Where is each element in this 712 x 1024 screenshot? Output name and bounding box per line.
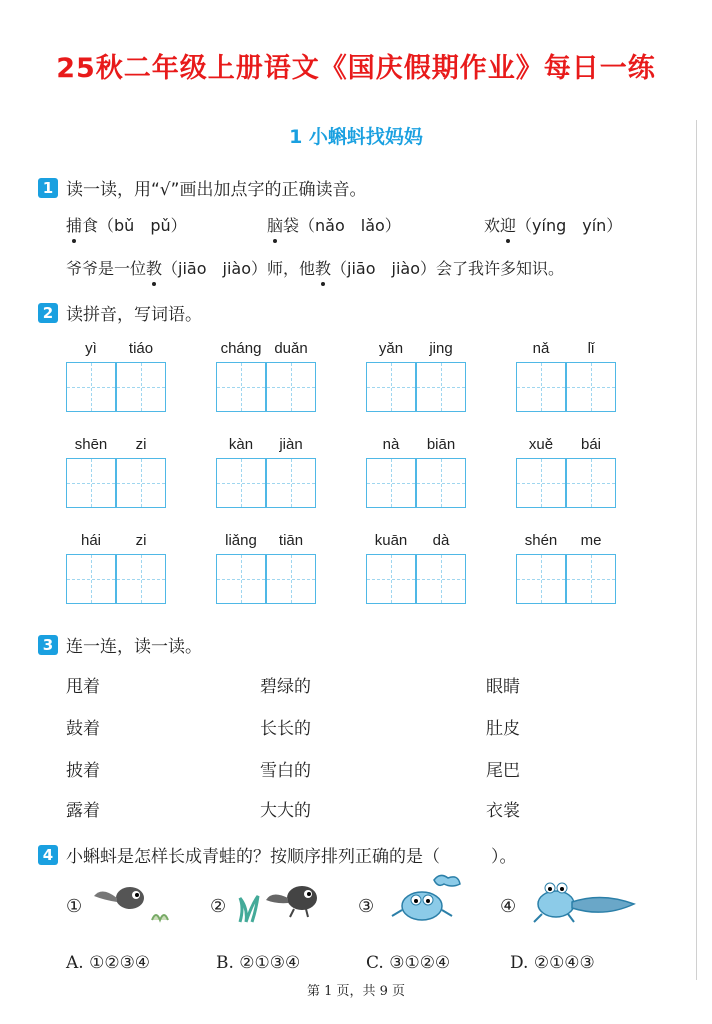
answer-option[interactable]: C. ③①②④	[366, 953, 451, 973]
picture-label-1: ①	[66, 896, 83, 917]
pinyin-label: dà	[432, 532, 450, 549]
match-word[interactable]: 肚皮	[486, 719, 520, 739]
writing-box[interactable]	[116, 554, 166, 604]
question-3	[38, 632, 202, 657]
answer-option[interactable]: B. ②①③④	[216, 953, 301, 973]
page-footer: 第 1 页，共 9 页	[306, 984, 406, 999]
answer-option[interactable]: A. ①②③④	[66, 953, 151, 973]
match-word[interactable]: 甩着	[66, 677, 100, 697]
question-title: 小蝌蚪是怎样长成青蛙的？按顺序排列正确的是（ ）。	[66, 847, 517, 867]
match-word[interactable]: 碧绿的	[260, 677, 311, 697]
pinyin-label: liǎng	[225, 532, 257, 549]
writing-box[interactable]	[66, 458, 116, 508]
question-number: 4	[38, 845, 58, 865]
answer-option[interactable]: D. ②①④③	[510, 953, 595, 973]
writing-box[interactable]	[566, 554, 616, 604]
pinyin-label: kuān	[374, 532, 408, 549]
pinyin-label: tiáo	[128, 340, 154, 357]
match-word[interactable]: 鼓着	[66, 719, 100, 739]
pinyin-label: jiàn	[279, 436, 303, 453]
pinyin-label: nà	[382, 436, 400, 453]
match-word[interactable]: 眼睛	[486, 677, 520, 697]
pinyin-label: bái	[580, 436, 602, 453]
writing-box[interactable]	[416, 554, 466, 604]
pinyin-label: duǎn	[274, 340, 308, 357]
pinyin-label: kàn	[228, 436, 254, 453]
froglet-picture	[382, 870, 472, 926]
writing-box[interactable]	[516, 458, 566, 508]
pinyin-label: xuě	[528, 436, 554, 453]
writing-box[interactable]	[366, 362, 416, 412]
writing-box[interactable]	[116, 362, 166, 412]
writing-box[interactable]	[216, 362, 266, 412]
writing-box[interactable]	[216, 554, 266, 604]
match-word[interactable]: 尾巴	[486, 761, 520, 781]
pinyin-label: yǎn	[378, 340, 404, 357]
pinyin-label: shén	[524, 532, 558, 549]
writing-box[interactable]	[566, 362, 616, 412]
picture-label-4: ④	[500, 896, 517, 917]
writing-box[interactable]	[366, 554, 416, 604]
pinyin-label: hái	[80, 532, 102, 549]
question-title: 读拼音，写词语。	[66, 305, 202, 325]
question-title: 连一连，读一读。	[66, 637, 202, 657]
pinyin-label: zi	[135, 532, 147, 549]
match-word[interactable]: 露着	[66, 801, 100, 821]
pinyin-label: jing	[429, 340, 453, 357]
question-2	[38, 300, 202, 325]
writing-box[interactable]	[116, 458, 166, 508]
writing-box[interactable]	[566, 458, 616, 508]
question-1	[38, 175, 366, 200]
picture-label-2: ②	[210, 896, 227, 917]
writing-box[interactable]	[516, 554, 566, 604]
tadpole-small-picture	[90, 878, 180, 923]
pinyin-label: cháng	[220, 340, 262, 357]
question-title: 读一读，用“√”画出加点字的正确读音。	[66, 180, 367, 200]
pinyin-label: zi	[135, 436, 147, 453]
match-word[interactable]: 雪白的	[260, 761, 311, 781]
writing-box[interactable]	[66, 362, 116, 412]
reading-item-1: 捕食（bǔ pǔ）	[66, 213, 187, 236]
pinyin-label: lǐ	[587, 340, 595, 357]
match-word[interactable]: 大大的	[260, 801, 311, 821]
match-word[interactable]: 长长的	[260, 719, 311, 739]
writing-box[interactable]	[266, 458, 316, 508]
writing-box[interactable]	[366, 458, 416, 508]
pinyin-label: shēn	[74, 436, 108, 453]
writing-box[interactable]	[66, 554, 116, 604]
page-banner: 25秋二年级上册语文《国庆假期作业》每日一练	[56, 53, 656, 84]
question-4	[38, 842, 517, 867]
match-word[interactable]: 披着	[66, 761, 100, 781]
pinyin-label: tiān	[278, 532, 304, 549]
writing-box[interactable]	[216, 458, 266, 508]
right-border-line	[696, 120, 697, 980]
question-number: 1	[38, 178, 58, 198]
pinyin-label: yì	[85, 340, 97, 357]
pinyin-label: me	[580, 532, 602, 549]
lesson-title: 1 小蝌蚪找妈妈	[289, 126, 423, 148]
tadpole-with-legs-picture	[232, 876, 332, 924]
writing-box[interactable]	[416, 362, 466, 412]
writing-box[interactable]	[266, 362, 316, 412]
writing-box[interactable]	[266, 554, 316, 604]
tadpole-with-four-legs-picture	[522, 874, 642, 924]
question-number: 2	[38, 303, 58, 323]
reading-item-3: 欢迎（yíng yín）	[484, 213, 622, 236]
pinyin-label: nǎ	[532, 340, 550, 357]
pinyin-label: biān	[426, 436, 456, 453]
writing-box[interactable]	[416, 458, 466, 508]
picture-label-3: ③	[358, 896, 375, 917]
reading-item-2: 脑袋（nǎo lǎo）	[267, 213, 401, 236]
reading-sentence: 爷爷是一位教（jiāo jiào）师，他教（jiāo jiào）会了我许多知识。	[66, 256, 564, 279]
match-word[interactable]: 衣裳	[486, 801, 520, 821]
writing-box[interactable]	[516, 362, 566, 412]
question-number: 3	[38, 635, 58, 655]
